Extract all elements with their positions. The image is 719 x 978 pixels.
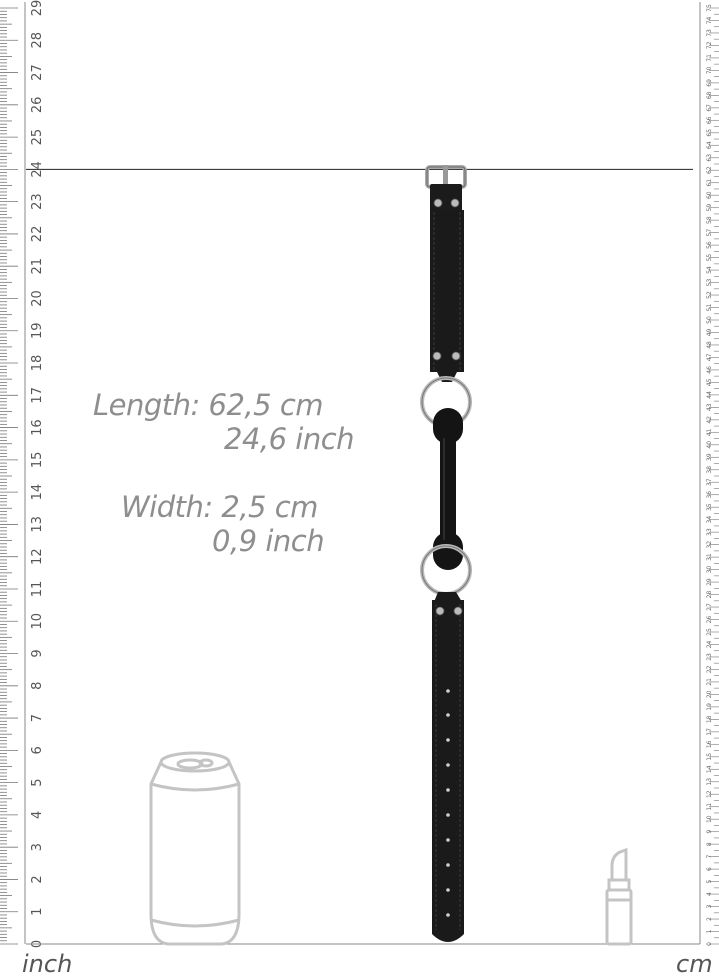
inch-tick-label: 15	[30, 451, 45, 469]
cm-tick-label: 70	[706, 66, 713, 75]
cm-tick-label: 53	[706, 278, 713, 287]
cm-tick-label: 40	[706, 440, 713, 449]
inch-ruler	[0, 0, 45, 948]
cm-tick-label: 67	[706, 104, 713, 112]
cm-tick-label: 75	[706, 4, 713, 12]
cm-tick-label: 33	[706, 528, 713, 536]
cm-tick-label: 56	[706, 241, 713, 249]
cm-ruler	[700, 2, 719, 946]
cm-tick-label: 61	[706, 178, 713, 187]
cm-tick-label: 14	[706, 765, 713, 774]
cm-tick-label: 62	[706, 166, 713, 175]
cm-tick-label: 28	[706, 590, 713, 599]
cm-tick-label: 65	[706, 128, 713, 137]
cm-tick-label: 63	[706, 153, 713, 162]
inch-tick-label: 18	[30, 354, 45, 372]
buckle	[427, 165, 465, 212]
cm-tick-label: 37	[706, 478, 713, 487]
cm-tick-label: 2	[706, 917, 713, 921]
inch-tick-label: 22	[30, 225, 45, 243]
inch-tick-label: 8	[30, 681, 45, 690]
inch-tick-label: 11	[30, 580, 45, 598]
inch-tick-label: 16	[30, 419, 45, 436]
cm-tick-label: 31	[706, 553, 713, 561]
cm-tick-label: 32	[706, 540, 713, 549]
cm-tick-label: 6	[706, 867, 713, 872]
cm-unit-label: cm	[676, 950, 713, 978]
cm-tick-label: 9	[706, 829, 713, 834]
inch-tick-label: 10	[30, 612, 45, 630]
cm-tick-label: 55	[706, 253, 713, 262]
cm-tick-label: 13	[706, 777, 713, 786]
inch-tick-label: 19	[30, 322, 45, 340]
inch-tick-label: 1	[30, 907, 45, 916]
cm-tick-label: 68	[706, 91, 713, 100]
cm-tick-label: 4	[706, 892, 713, 896]
inch-tick-label: 14	[30, 483, 45, 501]
inch-unit-label: inch	[22, 950, 73, 978]
cm-tick-label: 45	[706, 378, 713, 387]
inch-tick-label: 12	[30, 548, 45, 565]
cm-tick-label: 60	[706, 191, 713, 200]
cm-tick-label: 25	[706, 628, 713, 636]
width-label: Width: 2,5 cm	[121, 490, 318, 524]
cm-tick-label: 64	[706, 141, 713, 150]
cm-tick-label: 42	[706, 416, 713, 424]
cm-tick-label: 41	[706, 428, 713, 437]
cm-tick-label: 8	[706, 842, 713, 847]
inch-tick-label: 21	[30, 257, 45, 275]
cm-tick-label: 11	[706, 802, 713, 811]
inch-tick-label: 29	[30, 0, 45, 17]
cm-tick-label: 16	[706, 740, 713, 749]
length-inch-label: 24,6 inch	[224, 422, 355, 456]
cm-tick-label: 1	[706, 929, 713, 934]
inch-tick-label: 23	[30, 193, 45, 210]
cm-tick-label: 29	[706, 578, 713, 586]
cm-tick-label: 26	[706, 615, 713, 624]
inch-tick-label: 9	[30, 649, 45, 658]
cm-tick-label: 49	[706, 328, 713, 337]
inch-tick-label: 4	[30, 810, 45, 820]
cm-tick-label: 7	[706, 854, 713, 859]
upper-strap	[430, 210, 464, 382]
cm-tick-label: 59	[706, 203, 713, 212]
product-image	[422, 165, 470, 942]
cm-tick-label: 66	[706, 116, 713, 125]
inch-tick-label: 17	[30, 387, 45, 404]
inch-tick-label: 0	[30, 939, 45, 949]
cm-tick-label: 35	[706, 503, 713, 512]
cm-tick-label: 38	[706, 465, 713, 474]
inch-tick-label: 26	[30, 96, 45, 114]
cm-tick-label: 58	[706, 216, 713, 224]
inch-tick-label: 20	[30, 290, 45, 307]
cm-tick-label: 48	[706, 341, 713, 349]
cm-tick-label: 74	[706, 16, 713, 25]
cm-tick-label: 10	[706, 815, 713, 824]
cm-tick-label: 21	[706, 678, 713, 686]
lower-strap	[432, 592, 464, 942]
cm-tick-label: 30	[706, 565, 713, 574]
cm-tick-label: 46	[706, 366, 713, 374]
inch-tick-label: 28	[30, 32, 45, 49]
cm-tick-label: 71	[706, 54, 713, 62]
cm-tick-label: 34	[706, 515, 713, 524]
cm-tick-label: 72	[706, 41, 713, 50]
cm-tick-label: 18	[706, 715, 713, 724]
cm-tick-label: 20	[706, 690, 713, 699]
cm-tick-label: 73	[706, 29, 713, 37]
cm-tick-label: 69	[706, 79, 713, 87]
width-inch-label: 0,9 inch	[212, 524, 325, 558]
cm-tick-label: 52	[706, 291, 713, 299]
inch-tick-label: 3	[30, 843, 45, 852]
cm-tick-label: 57	[706, 228, 713, 237]
cm-tick-label: 39	[706, 453, 713, 462]
inch-tick-label: 27	[30, 64, 45, 81]
cm-tick-label: 50	[706, 316, 713, 324]
cm-tick-label: 44	[706, 391, 713, 399]
inch-tick-label: 6	[30, 746, 45, 755]
cm-tick-label: 12	[706, 790, 713, 799]
cm-tick-label: 24	[706, 640, 713, 649]
cm-tick-label: 15	[706, 752, 713, 761]
inch-tick-label: 24	[30, 161, 45, 178]
inch-tick-label: 13	[30, 516, 45, 533]
cm-tick-label: 5	[706, 879, 713, 884]
inch-tick-label: 7	[30, 713, 45, 723]
cm-tick-label: 27	[706, 603, 713, 611]
cm-tick-label: 43	[706, 403, 713, 412]
cm-tick-label: 23	[706, 653, 713, 661]
cm-tick-label: 36	[706, 490, 713, 499]
cm-tick-label: 3	[706, 904, 713, 909]
inch-tick-label: 25	[30, 128, 45, 146]
cm-tick-label: 51	[706, 303, 713, 312]
cm-tick-label: 17	[706, 728, 713, 736]
lipstick-icon	[607, 850, 631, 944]
cm-tick-label: 54	[706, 266, 713, 274]
inch-tick-label: 2	[30, 875, 45, 884]
cm-tick-label: 47	[706, 353, 713, 362]
cm-tick-label: 19	[706, 703, 713, 711]
cm-tick-label: 22	[706, 665, 713, 674]
soda-can-icon	[151, 753, 239, 944]
inch-tick-label: 5	[30, 778, 45, 787]
length-label: Length: 62,5 cm	[93, 388, 324, 422]
cm-tick-label: 0	[706, 942, 713, 946]
